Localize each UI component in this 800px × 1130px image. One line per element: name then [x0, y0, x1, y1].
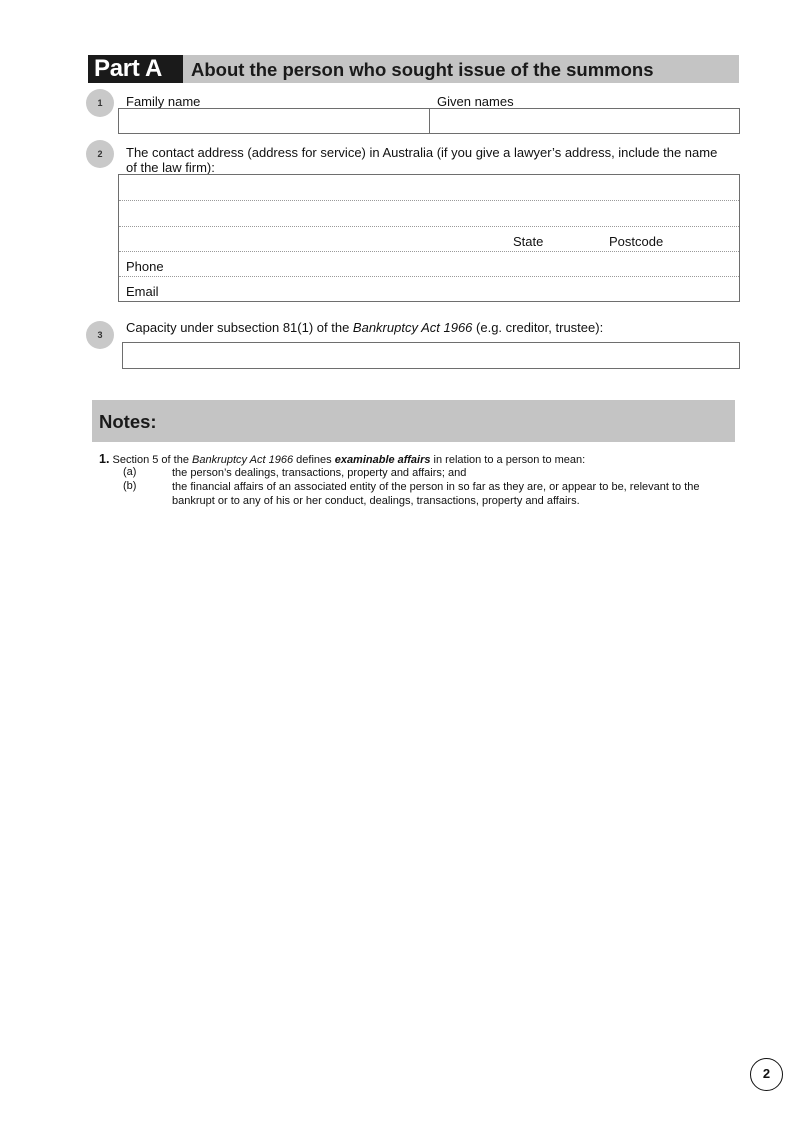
notes-header [92, 400, 735, 442]
family-name-label: Family name [126, 94, 201, 109]
note-1-text-before: Section 5 of the [109, 454, 192, 466]
note-1 [99, 452, 585, 467]
page-number: 2 [750, 1058, 783, 1091]
note-1-a-text: the person’s dealings, transactions, property and affairs; and [172, 467, 467, 479]
part-title: About the person who sought issue of the summons [191, 59, 654, 80]
question-number-2: 2 [86, 140, 114, 168]
address-line-3-field[interactable] [119, 227, 504, 251]
postcode-field[interactable] [671, 227, 739, 251]
family-name-field[interactable] [119, 109, 429, 133]
capacity-prompt-act: Bankruptcy Act 1966 [352, 320, 473, 335]
notes-title: Notes: [99, 411, 157, 432]
address-line-1-field[interactable] [119, 175, 739, 200]
name-fields-box [118, 108, 740, 134]
given-names-field[interactable] [430, 109, 739, 133]
question-number-3: 3 [86, 321, 114, 349]
capacity-field[interactable] [122, 342, 740, 369]
given-names-label: Given names [437, 94, 514, 109]
note-1-term: examinable affairs [334, 454, 431, 466]
note-1-number: 1. [99, 452, 110, 466]
part-a-header [88, 55, 739, 83]
note-1-act: Bankruptcy Act 1966 [192, 454, 294, 466]
part-tag: Part A [88, 55, 183, 83]
email-label: Email [126, 284, 159, 299]
capacity-prompt-before: Capacity under subsection 81(1) of the [126, 320, 353, 335]
note-1-b-text: the financial affairs of an associated entity of the person in so far as they are, or appear to be, relevant to the bankrupt or to any of his or her conduct, dealings, transactions, property and affairs. [172, 481, 700, 507]
note-1-text-mid: defines [293, 454, 335, 466]
email-field[interactable] [179, 277, 739, 301]
address-line-2-field[interactable] [119, 201, 739, 226]
contact-address-prompt: The contact address (address for service) in Australia (if you give a lawyer’s address, include the name of the law firm): [126, 145, 718, 175]
note-1-text-after: in relation to a person to mean: [430, 454, 586, 466]
postcode-label: Postcode [609, 234, 664, 249]
phone-field[interactable] [179, 252, 739, 276]
question-number-1: 1 [86, 89, 114, 117]
phone-label: Phone [126, 259, 164, 274]
state-label: State [513, 234, 544, 249]
state-field[interactable] [559, 227, 607, 251]
capacity-prompt [126, 320, 603, 335]
note-1-b-letter: (b) [123, 480, 137, 492]
contact-address-box [118, 174, 740, 302]
note-1-a-letter: (a) [123, 466, 137, 478]
capacity-prompt-after: (e.g. creditor, trustee): [472, 320, 604, 335]
